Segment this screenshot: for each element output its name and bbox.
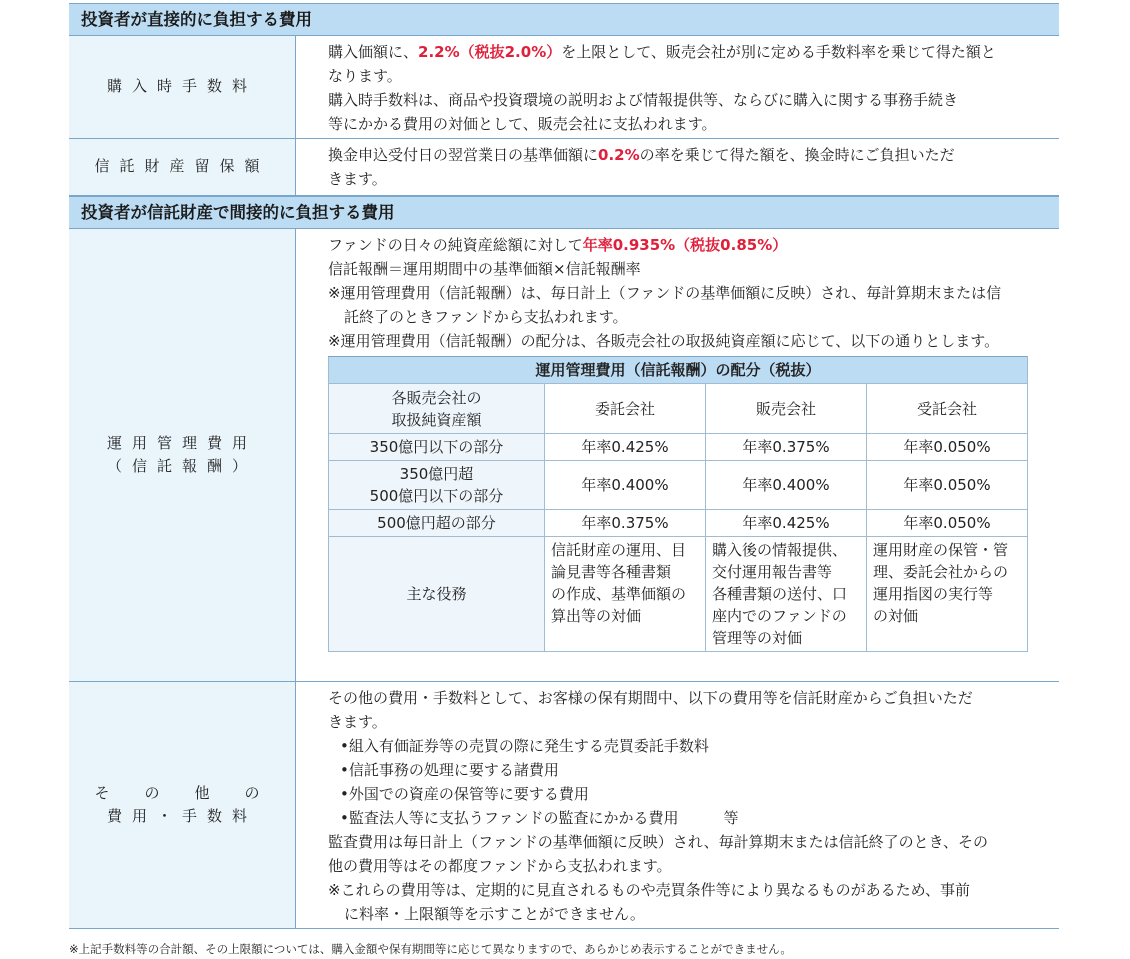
retention-rate: 0.2%: [598, 146, 640, 164]
label-retention: 信託財産留保額: [69, 139, 296, 195]
list-item: •外国での資産の保管等に要する費用: [340, 785, 589, 803]
table-row: 500億円超の部分 年率0.375% 年率0.425% 年率0.050%: [329, 510, 1028, 537]
col-header-assets: 各販売会社の 取扱純資産額: [329, 384, 545, 434]
list-item: •信託事務の処理に要する諸費用: [340, 761, 559, 779]
body-other-fees: その他の費用・手数料として、お客様の保有期間中、以下の費用等を信託財産からご負担いただ きます。 •組入有価証券等の売買の際に発生する売買委託手数料 •信託事務の処理に要する諸費用 •外国での資産の保管等に要する費用 •監査法人等に支払うファンドの監査にかかる費用 等 監査費用は毎日計上（ファンドの基準価額に反映）され、毎計算期末または信託終了のとき、その 他の費用等はその都度ファンドから支払われます。 ※これらの費用等は、定期的に見直されるものや売買条件等により異なるものがあるため、事前 に料率・上限額等を示すことができません。: [296, 682, 1059, 928]
table-row: 350億円以下の部分 年率0.425% 年率0.375% 年率0.050%: [329, 434, 1028, 461]
col-header-distributor: 販売会社: [706, 384, 867, 434]
section-header-direct: 投資者が直接的に負担する費用: [69, 3, 1059, 36]
allocation-table: [328, 356, 1028, 652]
fee-sheet: [69, 3, 1059, 929]
purchase-fee-rate: 2.2%（税抜2.0%）: [418, 43, 562, 61]
col-header-trustee: 受託会社: [867, 384, 1028, 434]
list-item: •組入有価証券等の売買の際に発生する売買委託手数料: [340, 737, 709, 755]
section-header-indirect: 投資者が信託財産で間接的に負担する費用: [69, 196, 1059, 229]
list-item: •監査法人等に支払うファンドの監査にかかる費用 等: [340, 809, 739, 827]
table-row: 350億円超 500億円以下の部分 年率0.400% 年率0.400% 年率0.050%: [329, 461, 1028, 510]
row-purchase-fee: [69, 36, 1059, 139]
management-fee-rate: 年率0.935%（税抜0.85%）: [582, 236, 788, 254]
row-management-fee: [69, 229, 1059, 682]
row-retention: [69, 139, 1059, 196]
label-other-fees: そ の 他 の 費用・手数料: [69, 682, 296, 928]
table-row-roles: 主な役務 信託財産の運用、目 論見書等各種書類 の作成、基準価額の 算出等の対価 購入後の情報提供、 交付運用報告書等 各種書類の送付、口 座内でのファンドの 管理等の対価 運用財産の保管・管 理、委託会社からの 運用指図の実行等 の対価: [329, 537, 1028, 652]
label-management-fee: 運用管理費用 （信託報酬）: [69, 229, 296, 681]
footnote: ※上記手数料等の合計額、その上限額については、購入金額や保有期間等に応じて異なりますので、あらかじめ表示することができません。: [69, 942, 792, 956]
allocation-table-caption: 運用管理費用（信託報酬）の配分（税抜）: [329, 357, 1028, 384]
label-purchase-fee: 購入時手数料: [69, 36, 296, 138]
body-management-fee: ファンドの日々の純資産総額に対して年率0.935%（税抜0.85%） 信託報酬＝運用期間中の基準価額×信託報酬率 ※運用管理費用（信託報酬）は、毎日計上（ファンドの基準価額に反映）され、毎計算期末または信 託終了のときファンドから支払われます。 ※運用管理費用（信託報酬）の配分は、各販売会社の取扱純資産額に応じて、以下の通りとします。 運用管理費用（信託報酬）の配分（税抜） 各販売会社の 取扱純資産額 委託会社 販売会社 受託会社 350億円以下の部分 年率0.425% 年率0.375% 年率0.050% 350億円超 500億円以下の部分 年率0.400% 年率0.400% 年率0.050% 500億円超の部分 年率0.375% 年率0.425% 年率0.050% 主な役務 信託財産の運用、目 論見書等各種書類 の作成、基準価額の 算出等の対価 購入後の情報提供、 交付運用報告書等 各種書類の送付、口 座内でのファンドの 管理等の対価 運用財産の保管・管 理、委託会社からの 運用指図の実行等 の対価: [296, 229, 1059, 681]
body-retention: 換金申込受付日の翌営業日の基準価額に0.2%の率を乗じて得た額を、換金時にご負担いただ きます。: [328, 146, 955, 188]
col-header-trustor: 委託会社: [545, 384, 706, 434]
body-purchase-fee: 購入価額に、2.2%（税抜2.0%）を上限として、販売会社が別に定める手数料率を乗じて得た額と なります。 購入時手数料は、商品や投資環境の説明および情報提供等、ならびに購入に関する事務手続き 等にかかる費用の対価として、販売会社に支払われます。: [328, 43, 996, 133]
row-other-fees: [69, 682, 1059, 929]
